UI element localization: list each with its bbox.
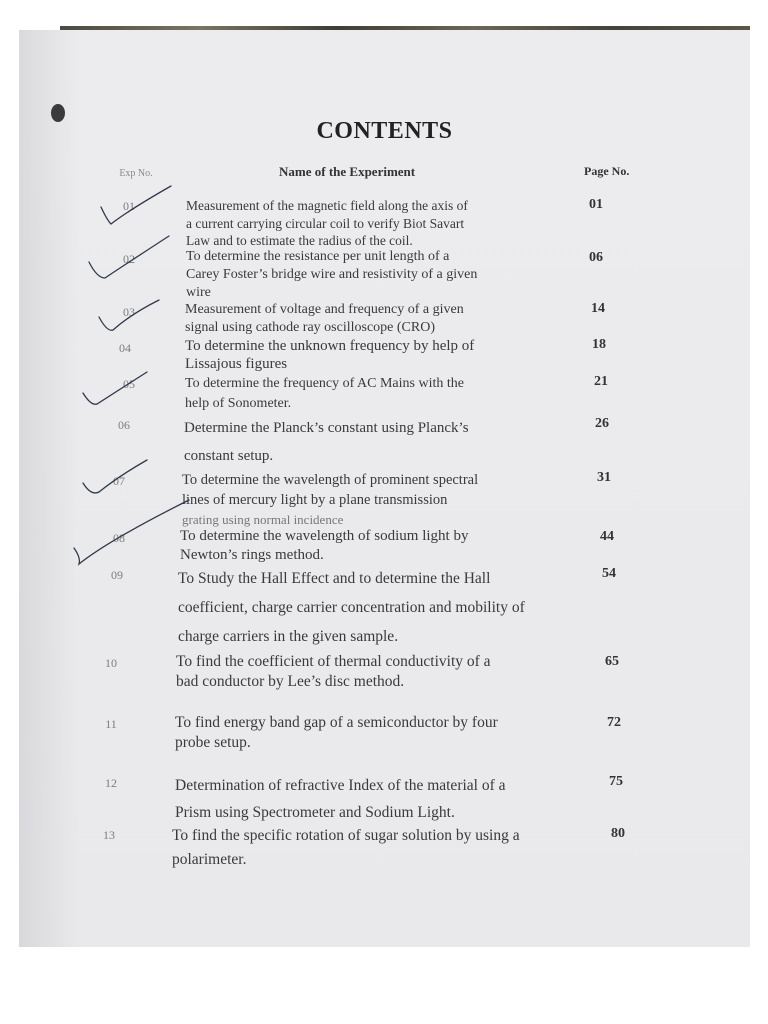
experiment-title: To determine the wavelength of prominent spectral lines of mercury light by a plane transmission grating using normal incidence bbox=[182, 472, 479, 527]
experiment-title: To determine the resistance per unit length of a Carey Foster’s bridge wire and resistivity of a given wire bbox=[186, 249, 478, 300]
page-number: 01 bbox=[589, 197, 603, 212]
page-number: 65 bbox=[605, 654, 619, 669]
experiment-title: Determination of refractive Index of the material of a Prism using Spectrometer and Sodium Light. bbox=[175, 777, 506, 821]
page-number: 18 bbox=[592, 337, 606, 352]
exp-number: 01 bbox=[123, 199, 135, 213]
experiment-title: Measurement of voltage and frequency of a given signal using cathode ray oscilloscope (CRO) bbox=[185, 302, 464, 335]
experiment-title: To find the coefficient of thermal conductivity of a bad conductor by Lee’s disc method. bbox=[176, 653, 491, 690]
exp-number: 09 bbox=[111, 568, 123, 582]
experiment-title: Measurement of the magnetic field along the axis of a current carrying circular coil to verify Biot Savart Law and to estimate the radius of the coil. bbox=[186, 198, 468, 248]
page-shadow bbox=[19, 30, 79, 947]
exp-number: 07 bbox=[113, 474, 125, 488]
experiment-title: To find energy band gap of a semiconductor by four probe setup. bbox=[175, 714, 498, 751]
page-number: 54 bbox=[602, 566, 616, 581]
column-header-exp-no: Exp No. bbox=[119, 168, 153, 179]
experiment-title: To Study the Hall Effect and to determine the Hall coefficient, charge carrier concentration and mobility of charge carriers in the given sample. bbox=[178, 570, 525, 645]
exp-number: 05 bbox=[123, 377, 135, 391]
contents-page bbox=[19, 30, 750, 947]
page-number: 06 bbox=[589, 250, 603, 265]
page-number: 72 bbox=[607, 715, 621, 730]
exp-number: 06 bbox=[118, 418, 130, 432]
exp-number: 04 bbox=[119, 341, 131, 355]
experiment-title: To determine the wavelength of sodium light by Newton’s rings method. bbox=[180, 528, 469, 563]
exp-number: 13 bbox=[103, 828, 115, 842]
experiment-title: To find the specific rotation of sugar solution by using a polarimeter. bbox=[172, 827, 520, 868]
exp-number: 10 bbox=[105, 656, 117, 670]
column-header-page: Page No. bbox=[584, 164, 630, 178]
exp-number: 02 bbox=[123, 252, 135, 266]
exp-number: 08 bbox=[113, 531, 125, 545]
experiment-title: To determine the frequency of AC Mains with the help of Sonometer. bbox=[185, 376, 464, 411]
page-number: 80 bbox=[611, 826, 625, 841]
page-number: 21 bbox=[594, 374, 608, 389]
experiment-title: Determine the Planck’s constant using Planck’s constant setup. bbox=[184, 420, 469, 464]
page-number: 44 bbox=[600, 529, 614, 544]
page-number: 75 bbox=[609, 774, 623, 789]
exp-number: 03 bbox=[123, 305, 135, 319]
exp-number: 11 bbox=[105, 717, 117, 731]
page-number: 26 bbox=[595, 416, 609, 431]
page-number: 31 bbox=[597, 470, 611, 485]
exp-number: 12 bbox=[105, 776, 117, 790]
column-header-name: Name of the Experiment bbox=[279, 164, 416, 179]
experiment-title: To determine the unknown frequency by help of Lissajous figures bbox=[185, 338, 475, 372]
page-title: CONTENTS bbox=[316, 118, 453, 144]
page-number: 14 bbox=[591, 301, 605, 316]
